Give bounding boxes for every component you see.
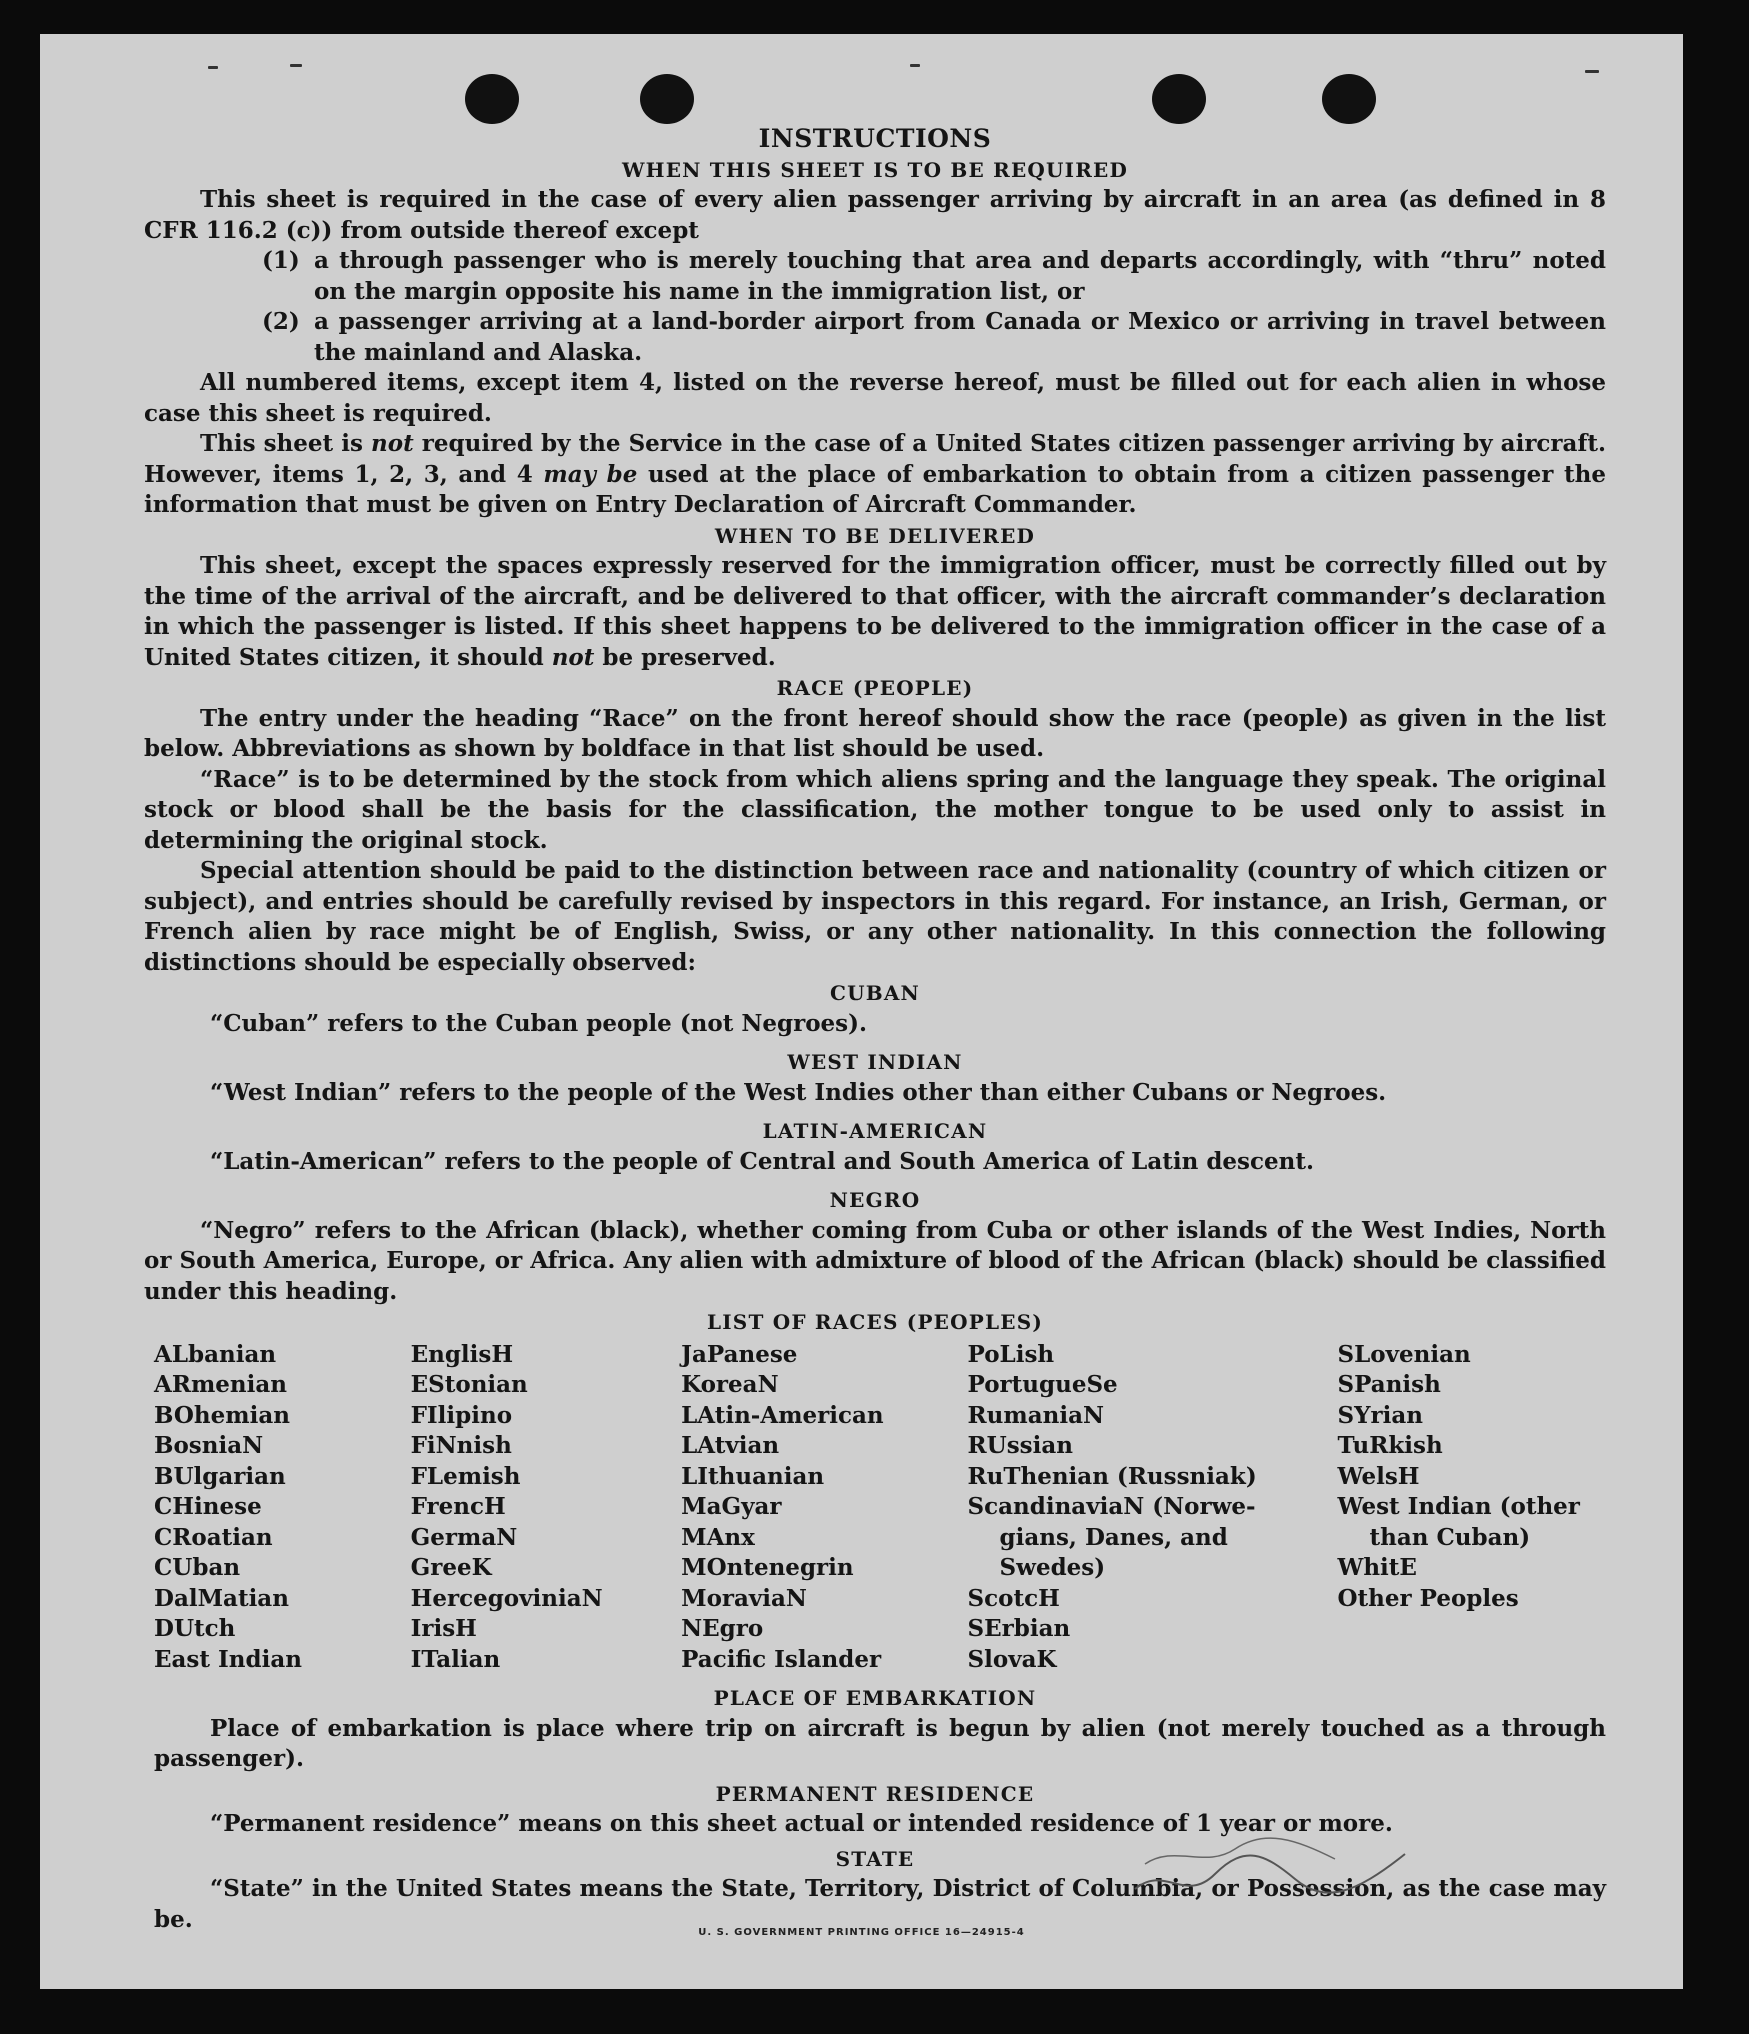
race-entry: gians, Danes, and — [999, 1523, 1228, 1551]
race-entry: Pacific Islander — [681, 1645, 882, 1673]
paragraph: All numbered items, except item 4, listed on the reverse hereof, must be filled out for each alien in whose case this sheet is required. — [144, 369, 1606, 427]
race-entry: JaPanese — [681, 1340, 798, 1368]
section-heading: PERMANENT RESIDENCE — [715, 1781, 1035, 1806]
item-number: (1) — [262, 247, 300, 274]
paragraph: “State” in the United States means the State, Territory, District of Columbia, or Possession, as the case may be. — [154, 1875, 1606, 1933]
race-entry: DalMatian — [154, 1584, 289, 1612]
race-entry: FrencH — [410, 1493, 506, 1520]
text-run: in that list should be used. — [699, 735, 1045, 762]
paragraph: This sheet is required in the case of every alien passenger arriving by aircraft in an area (as defined in 8 CFR 116.2 (c)) from outside thereof except — [144, 186, 1606, 244]
definition: “Cuban” refers to the Cuban people (not Negroes). — [210, 1009, 868, 1037]
race-entry: SYrian — [1337, 1401, 1424, 1429]
race-entry: CHinese — [154, 1493, 262, 1520]
italic-text: not — [551, 643, 595, 671]
race-entry: MoraviaN — [681, 1584, 807, 1612]
paragraph — [144, 429, 1606, 521]
race-entry: KoreaN — [681, 1371, 779, 1398]
punch-hole — [465, 74, 519, 124]
punch-hole — [1152, 74, 1206, 124]
race-entry: ITalian — [410, 1645, 501, 1673]
handwritten-scrawl — [1125, 1834, 1425, 1914]
text-run: The entry under the heading “Race” on the front hereof should show the race (people) as given in the list below. Abbreviations as shown by — [144, 704, 1606, 762]
race-column — [681, 1340, 967, 1676]
section-heading: NEGRO — [829, 1188, 921, 1212]
race-entry: HercegoviniaN — [410, 1584, 603, 1612]
race-entry: IrisH — [410, 1615, 477, 1642]
instructions-content — [144, 124, 1606, 1935]
text-run: required by the Service in the case of a United States citizen passenger arriving by aircraft. However, items 1, 2, 3, and 4 — [144, 430, 1606, 488]
race-entry: WelsH — [1337, 1462, 1420, 1490]
race-entry: NEgro — [681, 1615, 764, 1642]
race-entry: Other Peoples — [1337, 1584, 1519, 1612]
race-entry: SlovaK — [967, 1645, 1057, 1673]
race-entry: RumaniaN — [967, 1401, 1104, 1429]
race-entry: West Indian (other — [1337, 1493, 1580, 1520]
race-entry: ARmenian — [154, 1371, 288, 1398]
race-entry: GermaN — [410, 1523, 518, 1551]
race-entry: SPanish — [1337, 1371, 1441, 1398]
paragraph: “Negro” refers to the African (black), whether coming from Cuba or other islands of the West Indies, North or South America, Europe, or Africa. Any alien with admixture of blood of the African (black) should be classified under this heading. — [144, 1216, 1606, 1305]
race-entry: Swedes) — [999, 1554, 1106, 1581]
race-entry: FIlipino — [410, 1401, 513, 1429]
section-heading: LATIN-AMERICAN — [762, 1119, 988, 1143]
list-item — [262, 307, 1606, 368]
list-item — [262, 246, 1606, 307]
section-heading: WHEN THIS SHEET IS TO BE REQUIRED — [621, 157, 1129, 182]
section-heading: PLACE OF EMBARKATION — [713, 1686, 1037, 1710]
race-entry: SErbian — [967, 1615, 1071, 1642]
race-entry: FiNnish — [410, 1432, 512, 1459]
section-heading: RACE (PEOPLE) — [776, 676, 974, 700]
race-entry: LAtin-American — [681, 1401, 884, 1429]
speck — [208, 66, 218, 69]
race-entry: PortugueSe — [967, 1371, 1118, 1398]
speck — [1585, 70, 1599, 73]
race-entry: EStonian — [410, 1371, 528, 1398]
race-entry: ScotcH — [967, 1584, 1060, 1612]
race-entry: SLovenian — [1337, 1340, 1471, 1368]
document-sheet — [40, 34, 1683, 1989]
race-entry: BOhemian — [154, 1401, 290, 1429]
race-entry: MaGyar — [681, 1493, 782, 1520]
race-entry: ALbanian — [154, 1340, 277, 1368]
section-heading: LIST OF RACES (PEOPLES) — [706, 1310, 1044, 1334]
paragraph: “Race” is to be determined by the stock from which aliens spring and the language they speak. The original stock or blood shall be the basis for the classification, the mother tongue to be used only to assist in determining the original stock. — [144, 765, 1606, 854]
race-entry: GreeK — [410, 1554, 492, 1581]
text-run: used at the place of embarkation to obtain from a citizen passenger the information that must be given on Entry Declaration of Aircraft Commander. — [144, 460, 1606, 518]
race-entry: MAnx — [681, 1523, 755, 1551]
item-text: a through passenger who is merely touching that area and departs accordingly, with “thru” noted on the margin opposite his name in the immigration list, or — [314, 247, 1606, 305]
italic-text: not — [371, 430, 414, 457]
race-entry: FLemish — [410, 1462, 521, 1490]
race-entry: LIthuanian — [681, 1462, 825, 1490]
definition: “Latin-American” refers to the people of Central and South America of Latin descent. — [210, 1147, 1314, 1175]
race-entry: EnglisH — [410, 1340, 514, 1368]
punch-hole — [640, 74, 694, 124]
race-column — [154, 1340, 411, 1676]
section-heading: STATE — [835, 1846, 915, 1871]
bold-text: boldface — [581, 735, 691, 762]
text-run: This sheet is — [200, 430, 363, 457]
paragraph: Special attention should be paid to the distinction between race and nationality (country of which citizen or subject), and entries should be carefully revised by inspectors in this regard. For instance, an Irish, German, or French alien by race might be of English, Swiss, or any other nationality. In this connection the following distinctions should be especially observed: — [144, 857, 1606, 976]
race-entry: LAtvian — [681, 1432, 780, 1459]
race-list — [154, 1340, 1606, 1676]
race-entry: DUtch — [154, 1615, 236, 1642]
speck — [910, 64, 920, 67]
paragraph: “Permanent residence” means on this sheet actual or intended residence of 1 year or more. — [210, 1810, 1393, 1837]
race-entry: CRoatian — [154, 1523, 273, 1551]
paragraph — [144, 704, 1606, 765]
race-entry: MOntenegrin — [681, 1554, 854, 1581]
paragraph — [144, 551, 1606, 673]
item-number: (2) — [262, 308, 300, 335]
race-entry: CUban — [154, 1554, 241, 1581]
race-entry: RuThenian (Russniak) — [967, 1462, 1257, 1490]
item-text: a passenger arriving at a land-border airport from Canada or Mexico or arriving in travel between the mainland and Alaska. — [314, 308, 1606, 366]
race-entry: than Cuban) — [1369, 1523, 1531, 1551]
paragraph: Place of embarkation is place where trip on aircraft is begun by alien (not merely touched as a through passenger). — [154, 1714, 1606, 1772]
printer-imprint: U. S. GOVERNMENT PRINTING OFFICE 16—24915-4 — [698, 1927, 1025, 1938]
race-entry: WhitE — [1337, 1554, 1417, 1581]
race-entry: ScandinaviaN (Norwe- — [967, 1493, 1256, 1520]
section-heading: WHEN TO BE DELIVERED — [714, 523, 1036, 548]
punch-hole — [1322, 74, 1376, 124]
page-title: INSTRUCTIONS — [758, 124, 992, 153]
text-run: This sheet, except the spaces expressly reserved for the immigration officer, must be correctly filled out by the time of the arrival of the aircraft, and be delivered to that officer, with the aircraft commander’s declaration in which the passenger is listed. If this sheet happens to be delivered to the immigration officer in the case of a United States citizen, it should — [144, 552, 1606, 671]
race-column — [411, 1340, 682, 1676]
speck — [290, 64, 302, 67]
race-entry: PoLish — [967, 1340, 1055, 1368]
definition: “West Indian” refers to the people of the West Indies other than either Cubans or Negroes. — [210, 1078, 1387, 1106]
race-entry: RUssian — [967, 1432, 1073, 1459]
italic-text: may be — [543, 460, 638, 488]
race-entry: TuRkish — [1337, 1432, 1443, 1459]
race-entry: East Indian — [154, 1645, 302, 1673]
race-entry: BosniaN — [154, 1432, 264, 1459]
race-column — [968, 1340, 1338, 1676]
race-column — [1338, 1340, 1607, 1676]
race-entry: BUlgarian — [154, 1462, 286, 1490]
section-heading: CUBAN — [829, 981, 921, 1005]
section-heading: WEST INDIAN — [787, 1050, 963, 1074]
text-run: be preserved. — [602, 643, 776, 671]
